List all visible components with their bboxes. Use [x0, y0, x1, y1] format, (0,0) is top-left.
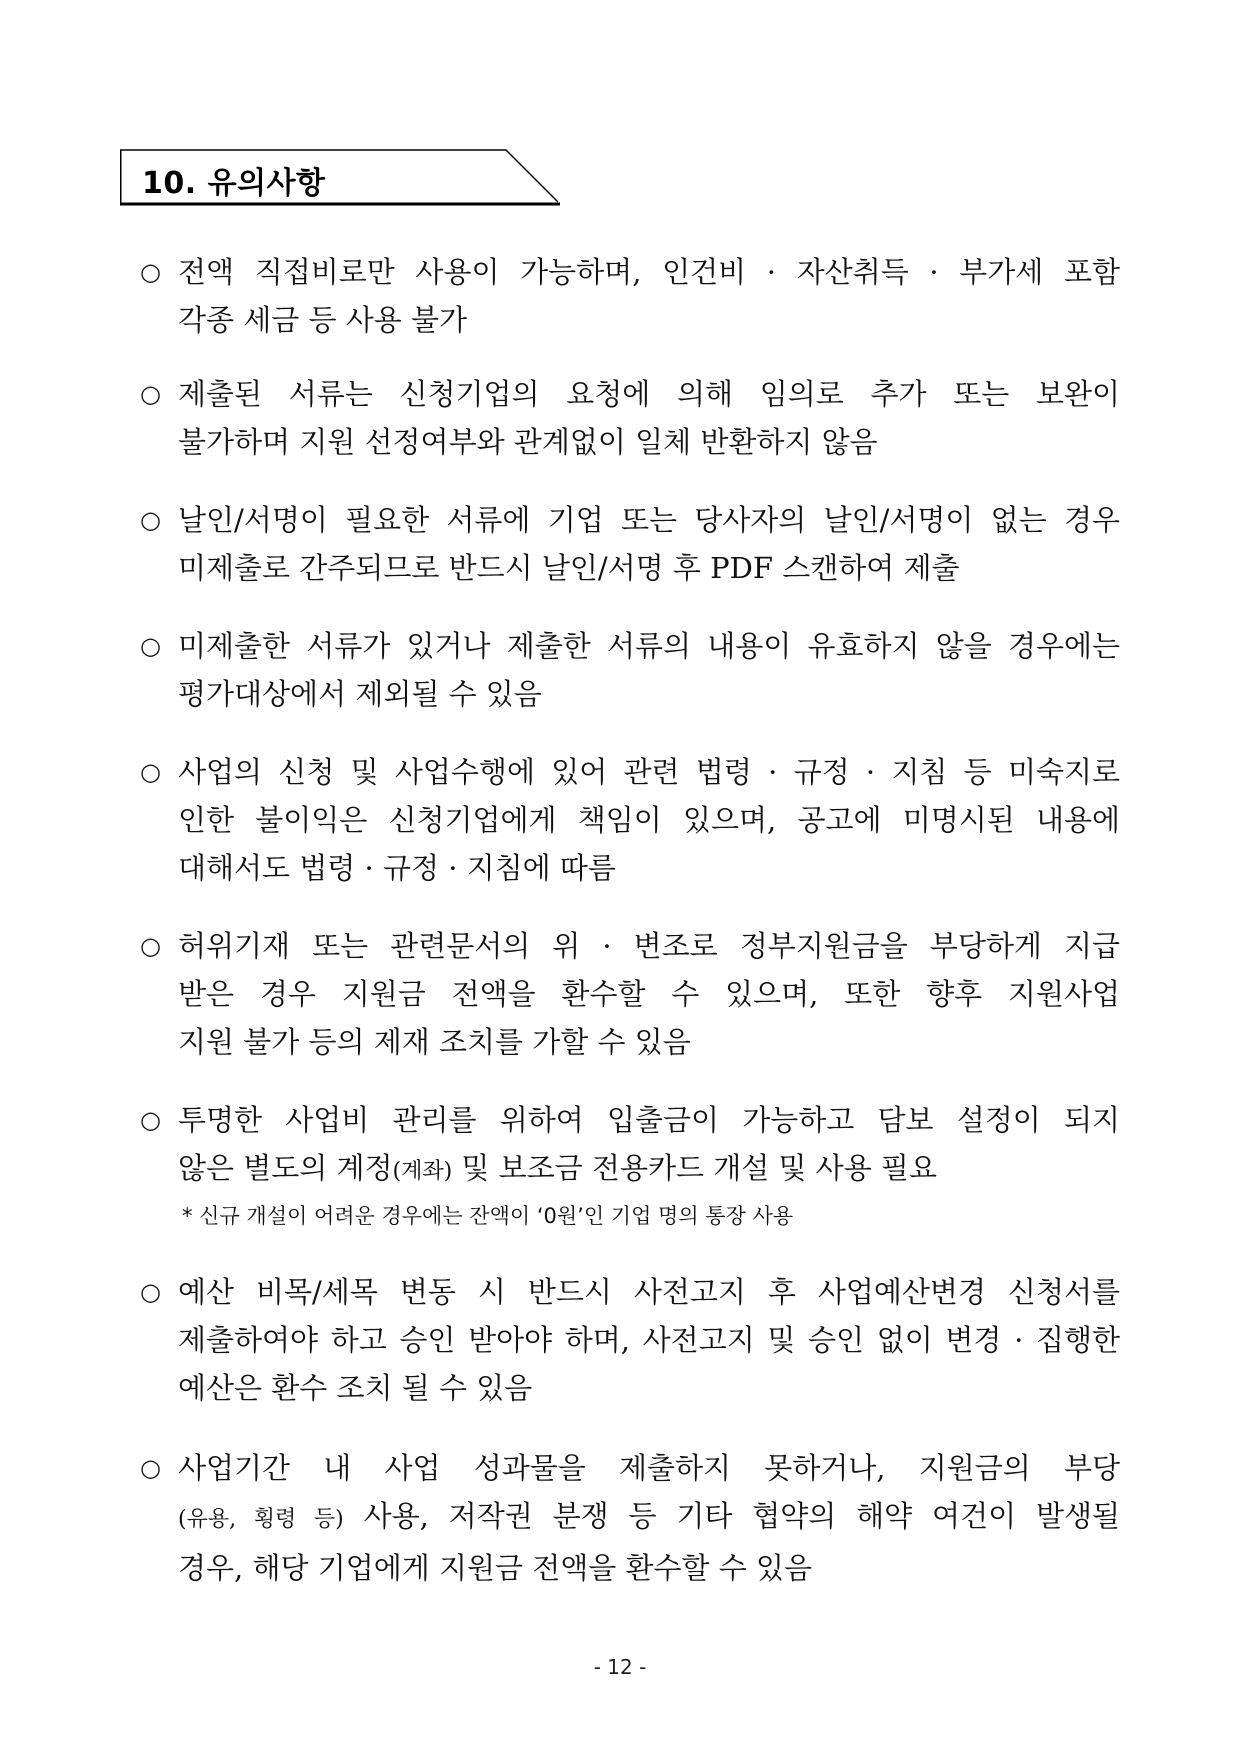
item-line: 각종 세금 등 사용 불가 — [178, 303, 467, 337]
section-heading-box — [120, 148, 560, 206]
item-line: 인한 불이익은 신청기업에게 책임이 있으며, 공고에 미명시된 내용에 — [178, 803, 1120, 837]
item-line: 미제출로 간주되므로 반드시 날인/서명 후 PDF 스캔하여 제출 — [178, 551, 960, 585]
item-note: * 신규 개설이 어려운 경우에는 잔액이 ‘0원’인 기업 명의 통장 사용 — [182, 1204, 794, 1228]
item-line: 전액 직접비로만 사용이 가능하며, 인건비 · 자산취득 · 부가세 포함 — [178, 255, 1120, 289]
bullet-icon: ○ — [140, 1278, 161, 1306]
item-text: 사용, 저작권 분쟁 등 기타 협약의 해약 여건이 발생될 — [343, 1499, 1120, 1533]
item-text: 및 보조금 전용카드 개설 및 사용 필요 — [452, 1151, 937, 1185]
list-item — [140, 496, 1120, 592]
page-number: - 12 - — [593, 1655, 647, 1679]
list-item — [140, 1444, 1120, 1592]
section-title: 10. 유의사항 — [142, 166, 326, 201]
bullet-icon: ○ — [140, 506, 161, 534]
item-line: 경우, 해당 기업에게 지원금 전액을 환수할 수 있음 — [178, 1551, 813, 1585]
item-line — [178, 1492, 1120, 1544]
bullet-icon: ○ — [140, 380, 161, 408]
bullet-icon: ○ — [140, 758, 161, 786]
item-line: 예산은 환수 조치 될 수 있음 — [178, 1371, 533, 1405]
item-line: 지원 불가 등의 제재 조치를 가할 수 있음 — [178, 1025, 691, 1059]
bullet-icon: ○ — [140, 1106, 161, 1134]
list-item — [140, 248, 1120, 344]
list-item — [140, 1096, 1120, 1236]
bullet-icon: ○ — [140, 258, 161, 286]
list-item — [140, 748, 1120, 892]
item-line: 받은 경우 지원금 전액을 환수할 수 있으며, 또한 향후 지원사업 — [178, 977, 1120, 1011]
item-text-small: (계좌) — [392, 1159, 453, 1184]
item-line: 사업의 신청 및 사업수행에 있어 관련 법령 · 규정 · 지침 등 미숙지로 — [178, 755, 1120, 789]
item-line: 평가대상에서 제외될 수 있음 — [178, 677, 542, 711]
bullet-icon: ○ — [140, 932, 161, 960]
list-item — [140, 922, 1120, 1066]
item-line: 투명한 사업비 관리를 위하여 입출금이 가능하고 담보 설정이 되지 — [178, 1103, 1120, 1137]
item-line: 불가하며 지원 선정여부와 관계없이 일체 반환하지 않음 — [178, 425, 878, 459]
list-item — [140, 370, 1120, 466]
list-item — [140, 622, 1120, 718]
item-text: 않은 별도의 계정 — [178, 1151, 393, 1185]
bullet-icon: ○ — [140, 1454, 161, 1482]
item-line: 제출하여야 하고 승인 받아야 하며, 사전고지 및 승인 없이 변경 · 집행한 — [178, 1323, 1120, 1357]
item-line: 사업기간 내 사업 성과물을 제출하지 못하거나, 지원금의 부당 — [178, 1451, 1120, 1485]
item-line — [178, 1144, 1120, 1196]
item-line: 미제출한 서류가 있거나 제출한 서류의 내용이 유효하지 않을 경우에는 — [178, 629, 1120, 663]
item-text-small: (유용, 횡령 등) — [178, 1507, 344, 1532]
item-line: 날인/서명이 필요한 서류에 기업 또는 당사자의 날인/서명이 없는 경우 — [178, 503, 1120, 537]
list-item — [140, 1268, 1120, 1412]
item-line: 허위기재 또는 관련문서의 위 · 변조로 정부지원금을 부당하게 지급 — [178, 929, 1120, 963]
item-line: 예산 비목/세목 변동 시 반드시 사전고지 후 사업예산변경 신청서를 — [178, 1275, 1120, 1309]
item-line: 제출된 서류는 신청기업의 요청에 의해 임의로 추가 또는 보완이 — [178, 377, 1120, 411]
item-line: 대해서도 법령 · 규정 · 지침에 따름 — [178, 851, 616, 885]
bullet-icon: ○ — [140, 632, 161, 660]
